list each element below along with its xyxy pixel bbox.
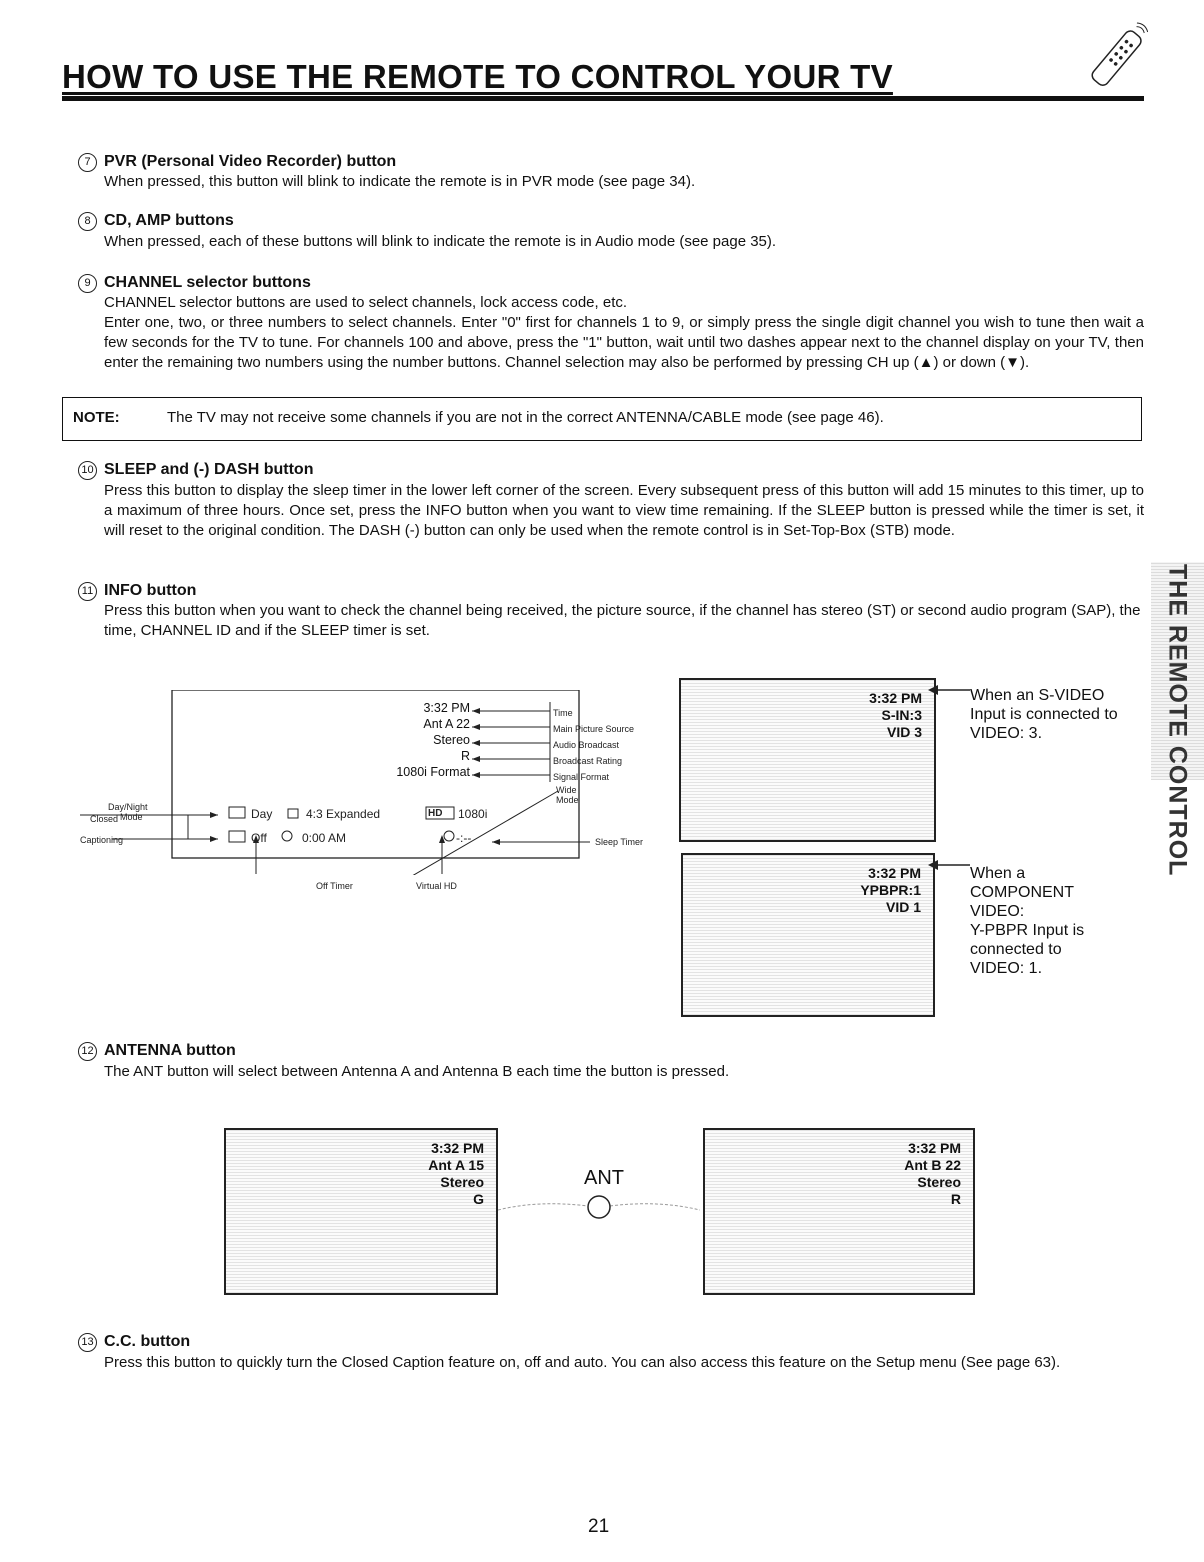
cc-text: Press this button to quickly turn the Closed Caption feature on, off and auto. You can also access this feature on the Setup menu (See page 63). bbox=[104, 1354, 1061, 1371]
pvr-heading: PVR (Personal Video Recorder) button bbox=[104, 153, 397, 170]
osd-line: VID 1 bbox=[885, 899, 921, 915]
caption-line: COMPONENT bbox=[970, 884, 1074, 901]
number-badge bbox=[78, 153, 97, 172]
osd-off: Off bbox=[251, 831, 267, 845]
osd-line: Ant B 22 bbox=[904, 1157, 961, 1173]
label-time: Time bbox=[553, 708, 573, 718]
label-day-night: Day/Night bbox=[108, 802, 148, 812]
label-wide-mode bbox=[556, 785, 579, 805]
channel-text-2: Enter one, two, or three numbers to select channels. Enter "0" first for channels 1 to 9, or simply press the single digit channel you wish to tune then wait a few seconds for the TV to tune. For channels 100 and above, press the "1" button, wait until two dashes appear next to the channel display on your TV, then enter the remaining two numbers using the number buttons. Channel selection may also be performed by pressing CH up (▲) or down (▼). bbox=[104, 314, 1144, 371]
ant-b-osd bbox=[904, 1140, 961, 1208]
caption-line: VIDEO: 3. bbox=[970, 725, 1043, 742]
osd-rating: R bbox=[460, 749, 470, 763]
label-captioning: Captioning bbox=[80, 835, 124, 845]
mode-text: Mode bbox=[556, 795, 579, 805]
sleep-text: Press this button to display the sleep timer in the lower left corner of the screen. Every subsequent press of this button will add 15 minutes to this timer, up to a maximum of three hours. Once set, press the INFO button when you want to view time remaining. If the SLEEP button is pressed while the timer is set, it will reset to the original condition. The DASH (-) button can only be used when the remote control is in Set-Top-Box (STB) mode. bbox=[104, 482, 1144, 539]
page-number: 21 bbox=[588, 1516, 610, 1537]
ant-label: ANT bbox=[584, 1167, 624, 1189]
note-box bbox=[62, 397, 1142, 441]
osd-source: Ant A 22 bbox=[423, 717, 470, 731]
page-title: HOW TO USE THE REMOTE TO CONTROL YOUR TV bbox=[62, 58, 893, 95]
note-label: NOTE: bbox=[73, 409, 120, 426]
caption-line: VIDEO: 1. bbox=[970, 960, 1043, 977]
component-arrow bbox=[928, 858, 970, 872]
osd-hd: HD bbox=[428, 808, 443, 819]
info-osd bbox=[340, 700, 470, 780]
antenna-heading: ANTENNA button bbox=[104, 1042, 236, 1059]
cd-amp-heading: CD, AMP buttons bbox=[104, 212, 234, 229]
remote-icon bbox=[1088, 18, 1148, 98]
osd-labels bbox=[553, 705, 634, 785]
label-virtual-hd: Virtual HD bbox=[416, 881, 457, 891]
osd-audio: Stereo bbox=[433, 733, 470, 747]
label-signal-format: Signal Format bbox=[553, 772, 610, 782]
channel-text-1: CHANNEL selector buttons are used to select channels, lock access code, etc. bbox=[104, 294, 628, 311]
ant-button-icon bbox=[498, 1190, 700, 1220]
osd-line: R bbox=[950, 1191, 961, 1207]
info-heading: INFO button bbox=[104, 582, 197, 599]
label-sleep-timer: Sleep Timer bbox=[595, 837, 644, 847]
osd-line: S-IN:3 bbox=[881, 707, 922, 723]
caption-line: connected to bbox=[970, 941, 1062, 958]
caption-line: Input is connected to bbox=[970, 706, 1118, 723]
osd-line: 3:32 PM bbox=[869, 690, 922, 706]
svideo-osd bbox=[869, 690, 922, 741]
side-tab-label: THE REMOTE CONTROL bbox=[1163, 564, 1192, 877]
svideo-caption bbox=[970, 686, 1118, 743]
ypbpr-line: Y-PBPR Input is bbox=[970, 922, 1085, 939]
osd-line: 3:32 PM bbox=[908, 1140, 961, 1156]
number-text: 12 bbox=[81, 1045, 94, 1057]
label-main-picture-source: Main Picture Source bbox=[553, 724, 635, 734]
info-text: Press this button when you want to check the channel being received, the picture source, if the channel has stereo (ST) or second audio program (SAP), the time, CHANNEL ID and if the SLEEP timer is set. bbox=[104, 602, 1141, 639]
component-caption bbox=[970, 864, 1084, 978]
osd-line: 3:32 PM bbox=[868, 865, 921, 881]
number-badge bbox=[78, 461, 97, 480]
number-badge bbox=[78, 212, 97, 231]
number-text: 10 bbox=[81, 464, 94, 476]
label-broadcast-rating: Broadcast Rating bbox=[553, 756, 623, 766]
svideo-screen bbox=[679, 678, 936, 842]
osd-line: Stereo bbox=[440, 1174, 484, 1190]
number-badge bbox=[78, 582, 97, 601]
channel-heading: CHANNEL selector buttons bbox=[104, 274, 311, 291]
note-text: The TV may not receive some channels if you are not in the correct ANTENNA/CABLE mode (see page 46). bbox=[167, 409, 884, 426]
number-badge bbox=[78, 1333, 97, 1352]
osd-line: Stereo bbox=[917, 1174, 961, 1190]
svideo-arrow bbox=[928, 683, 970, 697]
wide-text: Wide bbox=[556, 785, 577, 795]
osd-line: YPBPR:1 bbox=[860, 882, 921, 898]
label-closed: Closed bbox=[90, 814, 119, 824]
osd-timer: 0:00 AM bbox=[302, 831, 347, 845]
antenna-b-screen bbox=[703, 1128, 975, 1295]
osd-line: VID 3 bbox=[886, 724, 922, 740]
osd-time: 3:32 PM bbox=[423, 701, 470, 715]
number-text: 7 bbox=[84, 156, 91, 168]
osd-day: Day bbox=[251, 807, 273, 821]
cc-heading: C.C. button bbox=[104, 1333, 191, 1350]
osd-sleep-value: -:-- bbox=[456, 831, 472, 845]
number-badge bbox=[78, 274, 97, 293]
number-text: 11 bbox=[81, 585, 94, 597]
caption-line: When an S-VIDEO bbox=[970, 687, 1105, 704]
osd-ratio: 4:3 Expanded bbox=[306, 807, 381, 821]
osd-format: 1080i Format bbox=[396, 765, 470, 779]
caption-line: When a bbox=[970, 865, 1026, 882]
label-off-timer: Off Timer bbox=[316, 881, 353, 891]
component-osd bbox=[860, 865, 921, 916]
pvr-text: When pressed, this button will blink to indicate the remote is in PVR mode (see page 34). bbox=[104, 173, 696, 190]
title-rule bbox=[62, 96, 1144, 101]
osd-resolution: 1080i bbox=[458, 807, 488, 821]
antenna-text: The ANT button will select between Antenna A and Antenna B each time the button is pressed. bbox=[104, 1063, 730, 1080]
osd-line: 3:32 PM bbox=[431, 1140, 484, 1156]
caption-line: VIDEO: bbox=[970, 903, 1025, 920]
sleep-heading: SLEEP and (-) DASH button bbox=[104, 461, 314, 478]
osd-line: G bbox=[473, 1191, 484, 1207]
osd-line: Ant A 15 bbox=[428, 1157, 484, 1173]
number-text: 13 bbox=[81, 1336, 94, 1348]
antenna-a-screen bbox=[224, 1128, 498, 1295]
ant-a-osd bbox=[428, 1140, 484, 1208]
label-audio-broadcast: Audio Broadcast bbox=[553, 740, 620, 750]
number-badge bbox=[78, 1042, 97, 1061]
cd-amp-text: When pressed, each of these buttons will blink to indicate the remote is in Audio mode (see page 35). bbox=[104, 233, 777, 250]
side-tab bbox=[1151, 562, 1204, 877]
number-text: 8 bbox=[84, 215, 91, 227]
component-screen bbox=[681, 853, 935, 1017]
label-mode: Mode bbox=[120, 812, 143, 822]
number-text: 9 bbox=[84, 277, 91, 289]
